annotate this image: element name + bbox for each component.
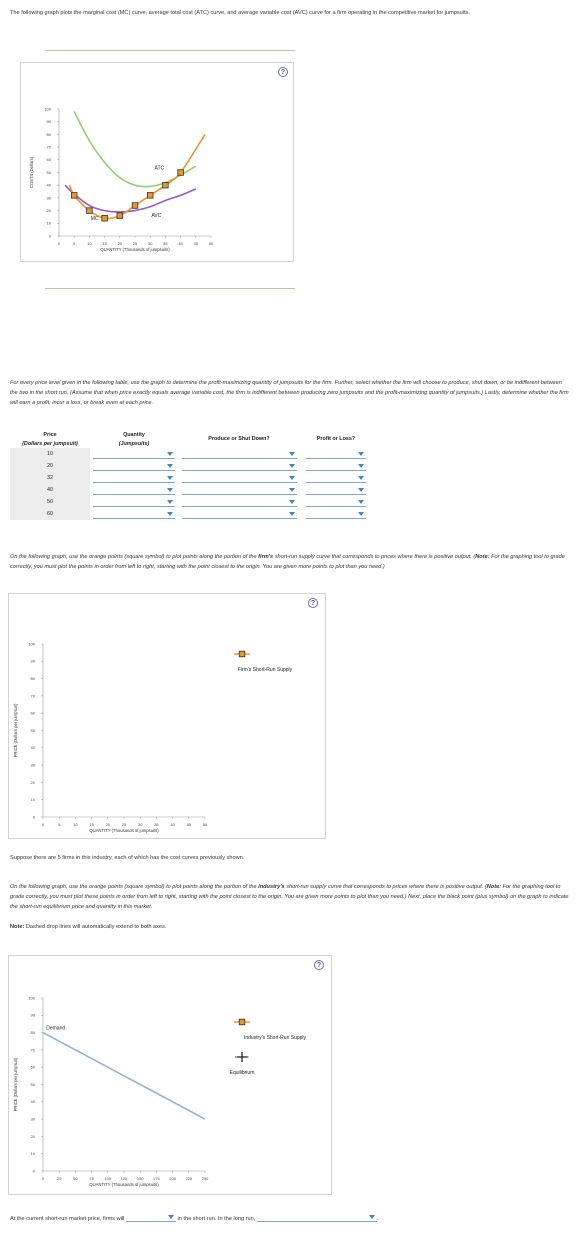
profit-dropdown[interactable] [306, 498, 366, 507]
x-tick-label: 225 [185, 1176, 193, 1181]
x-tick-label: 0 [57, 241, 61, 246]
y-tick-label: 40 [30, 1099, 35, 1105]
profit-dropdown[interactable] [306, 462, 366, 471]
header-quantity-units: (Jumpsuits) [118, 440, 150, 447]
x-tick-label: 30 [137, 822, 143, 827]
produce-dropdown[interactable] [182, 486, 297, 495]
profit-dropdown[interactable] [306, 510, 366, 519]
header-profit: Profit or Loss? [316, 436, 356, 442]
mc-point [87, 208, 93, 214]
quantity-dropdown[interactable] [93, 498, 175, 507]
y-tick-label: 40 [46, 182, 51, 188]
firm-supply-chart[interactable] [9, 594, 325, 838]
legend-supply-label: Firm's Short-Run Supply [237, 667, 293, 673]
chevron-down-icon [167, 476, 173, 480]
firm-supply-panel [8, 593, 326, 839]
legend-eq-label: Equilibrium [229, 1070, 255, 1076]
table-row [10, 472, 372, 484]
y-axis-label: PRICE (Dollars per jumpsuit) [13, 703, 18, 758]
divider-top [45, 50, 295, 51]
price-cell: 32 [10, 472, 90, 484]
table-row [10, 484, 372, 496]
mc-point [132, 203, 138, 209]
y-tick-label: 10 [30, 1151, 35, 1157]
note-label: Note: [10, 924, 25, 930]
x-axis-label: QUANTITY (Thousands of jumpsuits) [89, 1182, 159, 1187]
x-tick-label: 20 [105, 822, 111, 827]
x-tick-label: 50 [202, 822, 208, 827]
y-tick-label: 50 [30, 727, 35, 733]
x-tick-label: 100 [104, 1176, 112, 1181]
y-tick-label: 70 [30, 1047, 35, 1053]
chevron-down-icon [289, 452, 295, 456]
x-axis-label: QUANTITY (Thousands of jumpsuits) [100, 247, 170, 252]
chevron-down-icon [289, 500, 295, 504]
y-tick-label: 100 [44, 106, 51, 112]
x-tick-label: 50 [73, 1176, 78, 1181]
instr3-part-c: short-run supply curve that corresponds to prices where there is positive output. ( [284, 884, 487, 890]
x-tick-label: 0 [41, 822, 45, 827]
help-icon[interactable]: ? [314, 960, 324, 970]
y-tick-label: 0 [48, 233, 51, 239]
industry-supply-panel [8, 955, 332, 1195]
x-tick-label: 0 [41, 1176, 45, 1181]
help-icon[interactable]: ? [308, 598, 318, 608]
y-tick-label: 50 [30, 1081, 35, 1087]
chevron-down-icon [358, 452, 364, 456]
mc-point [147, 193, 153, 199]
instr2-note: Note: [475, 554, 490, 560]
cost-curves-panel [20, 62, 294, 262]
y-tick-label: 60 [46, 157, 51, 163]
y-tick-label: 70 [30, 693, 35, 699]
demand-curve [43, 1033, 205, 1120]
mc-point [117, 213, 123, 219]
chevron-down-icon [358, 476, 364, 480]
x-tick-label: 50 [208, 241, 214, 246]
produce-dropdown[interactable] [182, 474, 297, 483]
x-tick-label: 20 [117, 241, 123, 246]
firms-will-dropdown[interactable] [126, 1213, 176, 1222]
y-tick-label: 30 [46, 195, 51, 201]
industry-supply-chart[interactable] [9, 956, 331, 1194]
x-tick-label: 15 [89, 822, 94, 827]
instr3-part-a: On the following graph, use the orange points (square symbol) to plot points along the portion of the [10, 884, 259, 890]
instr2-part-e: For the graphing tool to grade correctly, you must plot the points in order from left to right, starting with the point closest to the origin. You are given more points to plot than you need.) [10, 554, 565, 570]
mc-point [163, 182, 169, 188]
chevron-down-icon [358, 488, 364, 492]
produce-dropdown[interactable] [182, 450, 297, 459]
chevron-down-icon [358, 464, 364, 468]
y-tick-label: 60 [30, 1064, 35, 1070]
y-tick-label: 30 [30, 1116, 35, 1122]
long-run-dropdown[interactable] [257, 1213, 377, 1222]
instructions-firm-supply [10, 552, 570, 572]
produce-dropdown[interactable] [182, 510, 297, 519]
bottom-text-3: . [376, 1216, 379, 1222]
chevron-down-icon [289, 464, 295, 468]
instr2-part-c: short-run supply curve that corresponds to prices where there is positive output. ( [273, 554, 476, 560]
y-tick-label: 10 [30, 797, 35, 803]
chevron-down-icon [167, 500, 173, 504]
chevron-down-icon [167, 464, 173, 468]
profit-dropdown[interactable] [306, 474, 366, 483]
chevron-down-icon [167, 488, 173, 492]
x-tick-label: 35 [163, 241, 168, 246]
y-tick-label: 100 [28, 641, 35, 647]
x-tick-label: 25 [132, 241, 138, 246]
header-quantity: Quantity [123, 431, 145, 438]
legend-supply-point [239, 651, 245, 657]
chevron-down-icon [289, 488, 295, 492]
profit-dropdown[interactable] [306, 486, 366, 495]
instr2-part-a: On the following graph, use the orange points (square symbol) to plot points along the portion of the [10, 554, 259, 560]
x-tick-label: 35 [154, 822, 159, 827]
divider-bottom [45, 288, 295, 289]
avc-label: AVC [151, 212, 162, 219]
price-cell: 20 [10, 460, 90, 472]
instructions-table: For every price level given in the following table, use the graph to determine the profit-maximizing quantity of jumpsuits for the firm. Further, select whether the firm will choose to produce, shut down, or be indifferent between the two in the short run. (Assume that when price exactly equals average variable cost, the firm is indifferent between producing zero jumpsuits and the profit-maximizing quantity of jumpsuits.) Lastly, determine whether the firm will earn a profit, incur a loss, or break even at each price. [10, 380, 569, 406]
x-axis-label: QUANTITY (Thousands of jumpsuits) [89, 828, 159, 833]
quantity-dropdown[interactable] [93, 450, 175, 459]
header-produce: Produce or Shut Down? [208, 436, 270, 442]
y-tick-label: 20 [30, 779, 35, 785]
bottom-text-1: At the current short-run market price, firms will [10, 1216, 125, 1222]
price-cell: 40 [10, 484, 90, 496]
chevron-down-icon [358, 512, 364, 516]
y-tick-label: 90 [46, 119, 51, 125]
x-tick-label: 150 [136, 1176, 144, 1181]
cost-curves-chart [21, 63, 293, 261]
produce-dropdown[interactable] [182, 462, 297, 471]
y-tick-label: 60 [30, 710, 35, 716]
produce-dropdown[interactable] [182, 498, 297, 507]
x-tick-label: 5 [73, 241, 76, 246]
x-tick-label: 45 [193, 241, 199, 246]
y-tick-label: 80 [46, 131, 51, 137]
quantity-dropdown[interactable] [93, 462, 175, 471]
mc-point [71, 193, 77, 199]
y-axis-label: COSTS (Dollars) [29, 156, 34, 189]
x-tick-label: 250 [201, 1176, 209, 1181]
atc-label: ATC [154, 165, 165, 172]
price-cell: 10 [10, 448, 90, 460]
x-tick-label: 200 [169, 1176, 176, 1181]
table-row [10, 460, 372, 472]
x-tick-label: 30 [147, 241, 153, 246]
quantity-dropdown[interactable] [93, 486, 175, 495]
mc-label: MC [90, 215, 99, 222]
x-tick-label: 25 [121, 822, 127, 827]
quantity-dropdown[interactable] [93, 510, 175, 519]
chevron-down-icon [358, 500, 364, 504]
x-tick-label: 10 [87, 241, 92, 246]
y-tick-label: 0 [32, 814, 35, 820]
help-icon[interactable]: ? [278, 67, 288, 77]
instr3-part-e: For the graphing tool to grade correctly, you must plot these points in order from left to right, starting with the point closest to the origin. You are given more points to plot than you need.) Next, place the black point (plus symbol) on the graph to indicate the short-run equilibrium price and quantity in this market. [10, 884, 569, 910]
note-drop-lines [10, 922, 570, 932]
instr2-bold-firm: firm's [258, 554, 274, 560]
header-price-units: (Dollars per jumpsuit) [22, 440, 78, 447]
instr3-bold-industry: industry's [258, 884, 285, 890]
suppose-text: Suppose there are 5 firms in this industry, each of which has the cost curves previously shown. [10, 855, 245, 861]
x-tick-label: 40 [170, 822, 175, 827]
y-tick-label: 30 [30, 762, 35, 768]
x-tick-label: 175 [153, 1176, 160, 1181]
bottom-text-2: in the short run. In the long run, [177, 1216, 256, 1222]
y-tick-label: 90 [30, 1012, 35, 1018]
instructions-industry-supply [10, 882, 570, 912]
price-quantity-table [10, 430, 372, 520]
mc-point [102, 215, 108, 221]
mc-point [178, 170, 184, 176]
table-row [10, 448, 372, 460]
table-row [10, 508, 372, 520]
y-tick-label: 20 [30, 1133, 35, 1139]
y-tick-label: 40 [30, 745, 35, 751]
y-tick-label: 0 [32, 1168, 35, 1174]
y-axis-label: PRICE (Dollars per jumpsuit) [13, 1057, 18, 1112]
y-tick-label: 70 [46, 144, 51, 150]
legend-supply-point [239, 1019, 245, 1025]
y-tick-label: 80 [30, 676, 35, 681]
x-tick-label: 45 [186, 822, 192, 827]
x-tick-label: 125 [120, 1176, 128, 1181]
instr3-note: Note: [486, 884, 502, 890]
y-tick-label: 100 [28, 995, 35, 1001]
x-tick-label: 10 [73, 822, 78, 827]
header-price: Price [43, 431, 57, 438]
chevron-down-icon [168, 1215, 174, 1219]
quantity-dropdown[interactable] [93, 474, 175, 483]
x-tick-label: 5 [58, 822, 61, 827]
chevron-down-icon [289, 512, 295, 516]
note-text: Dashed drop lines will automatically extend to both axes. [24, 924, 167, 930]
chevron-down-icon [289, 476, 295, 480]
profit-dropdown[interactable] [306, 450, 366, 459]
x-tick-label: 25 [56, 1176, 62, 1181]
price-cell: 60 [10, 508, 90, 520]
x-tick-label: 15 [102, 241, 107, 246]
chevron-down-icon [369, 1215, 375, 1219]
y-tick-label: 90 [30, 658, 35, 664]
x-tick-label: 40 [178, 241, 183, 246]
y-tick-label: 20 [46, 208, 51, 213]
chevron-down-icon [167, 512, 173, 516]
chevron-down-icon [167, 452, 173, 456]
bottom-sentence [10, 1213, 378, 1222]
table-row [10, 496, 372, 508]
demand-label: Demand [46, 1025, 66, 1032]
intro-text: The following graph plots the marginal cost (MC) curve, average total cost (ATC) curve, and average variable cost (AVC) curve for a firm operating in the competitive market for jumpsuits. [10, 10, 470, 16]
y-tick-label: 10 [46, 220, 51, 226]
y-tick-label: 80 [30, 1030, 35, 1035]
price-cell: 50 [10, 496, 90, 508]
y-tick-label: 50 [46, 169, 51, 175]
x-tick-label: 75 [89, 1176, 94, 1181]
legend-supply-label: Industry's Short-Run Supply [243, 1035, 307, 1041]
